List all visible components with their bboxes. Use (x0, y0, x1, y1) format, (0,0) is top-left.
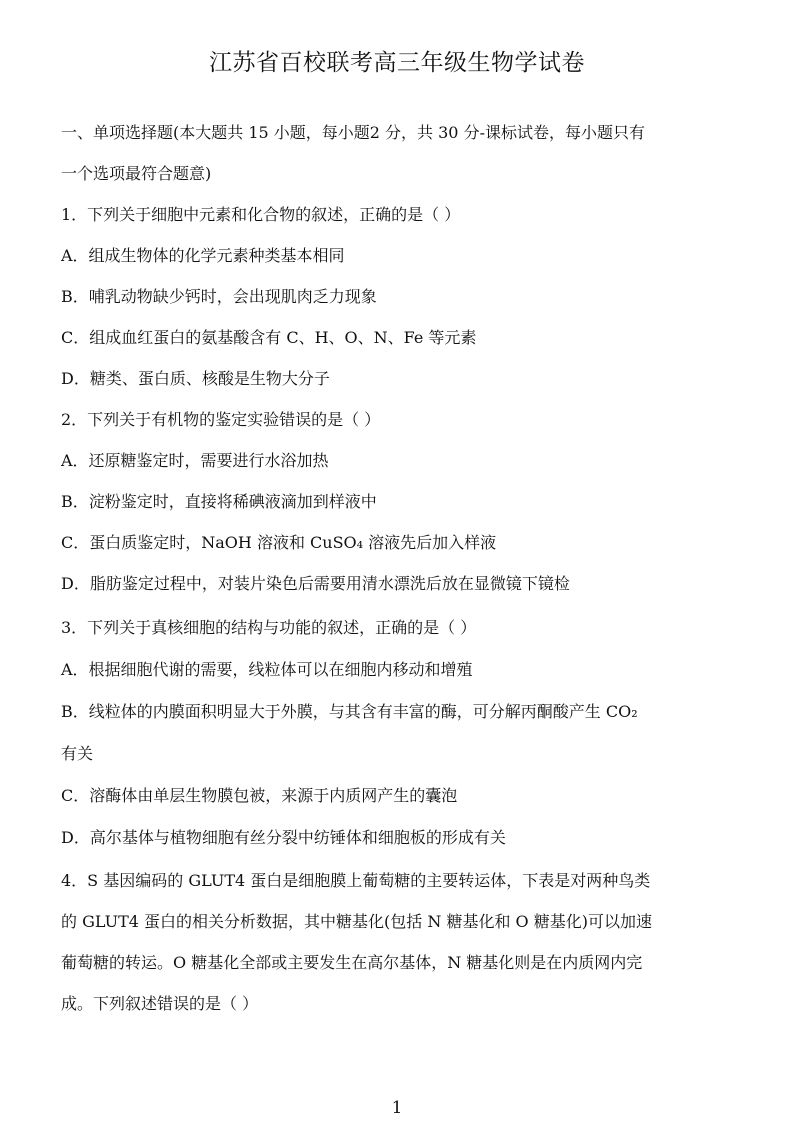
question-2-option-d: D．脂肪鉴定过程中，对装片染色后需要用清水漂洗后放在显微镜下镜检 (61, 574, 570, 593)
question-3-option-c: C．溶酶体由单层生物膜包被，来源于内质网产生的囊泡 (61, 786, 458, 805)
question-1-option-c: C．组成血红蛋白的氨基酸含有 C、H、O、N、Fe 等元素 (61, 328, 477, 347)
question-4-stem-line1: 4．S 基因编码的 GLUT4 蛋白是细胞膜上葡萄糖的主要转运体，下表是对两种鸟类 (61, 871, 651, 890)
question-1-option-a: A．组成生物体的化学元素种类基本相同 (61, 246, 345, 265)
question-2-option-a: A．还原糖鉴定时，需要进行水浴加热 (61, 451, 329, 470)
section-header-line1: 一、单项选择题(本大题共 15 小题，每小题2 分，共 30 分-课标试卷，每小题只有 (61, 123, 645, 142)
question-4-stem-line2: 的 GLUT4 蛋白的相关分析数据，其中糖基化(包括 N 糖基化和 O 糖基化)可以加速 (61, 912, 652, 931)
question-3-option-b: B．线粒体的内膜面积明显大于外膜，与其含有丰富的酶，可分解丙酮酸产生 CO₂ (61, 702, 638, 721)
question-2-option-b: B．淀粉鉴定时，直接将稀碘液滴加到样液中 (61, 492, 377, 511)
question-3-stem: 3．下列关于真核细胞的结构与功能的叙述，正确的是（ ） (61, 618, 477, 637)
question-4-stem-line3: 葡萄糖的转运。O 糖基化全部或主要发生在高尔基体，N 糖基化则是在内质网内完 (61, 953, 643, 972)
section-header-line2: 一个选项最符合题意) (61, 164, 212, 183)
question-1-stem: 1．下列关于细胞中元素和化合物的叙述，正确的是（ ） (61, 205, 461, 224)
question-4-stem-line4: 成。下列叙述错误的是（ ） (61, 994, 259, 1013)
page-number: 1 (391, 1098, 403, 1118)
question-2-option-c: C．蛋白质鉴定时，NaOH 溶液和 CuSO₄ 溶液先后加入样液 (61, 533, 497, 552)
page-title: 江苏省百校联考高三年级生物学试卷 (209, 50, 585, 76)
question-3-option-b-continued: 有关 (61, 744, 94, 763)
question-2-stem: 2．下列关于有机物的鉴定实验错误的是（ ） (61, 410, 381, 429)
question-1-option-b: B．哺乳动物缺少钙时，会出现肌肉乏力现象 (61, 287, 377, 306)
question-1-option-d: D．糖类、蛋白质、核酸是生物大分子 (61, 369, 330, 388)
question-3-option-a: A．根据细胞代谢的需要，线粒体可以在细胞内移动和增殖 (61, 660, 473, 679)
question-3-option-d: D．高尔基体与植物细胞有丝分裂中纺锤体和细胞板的形成有关 (61, 828, 506, 847)
